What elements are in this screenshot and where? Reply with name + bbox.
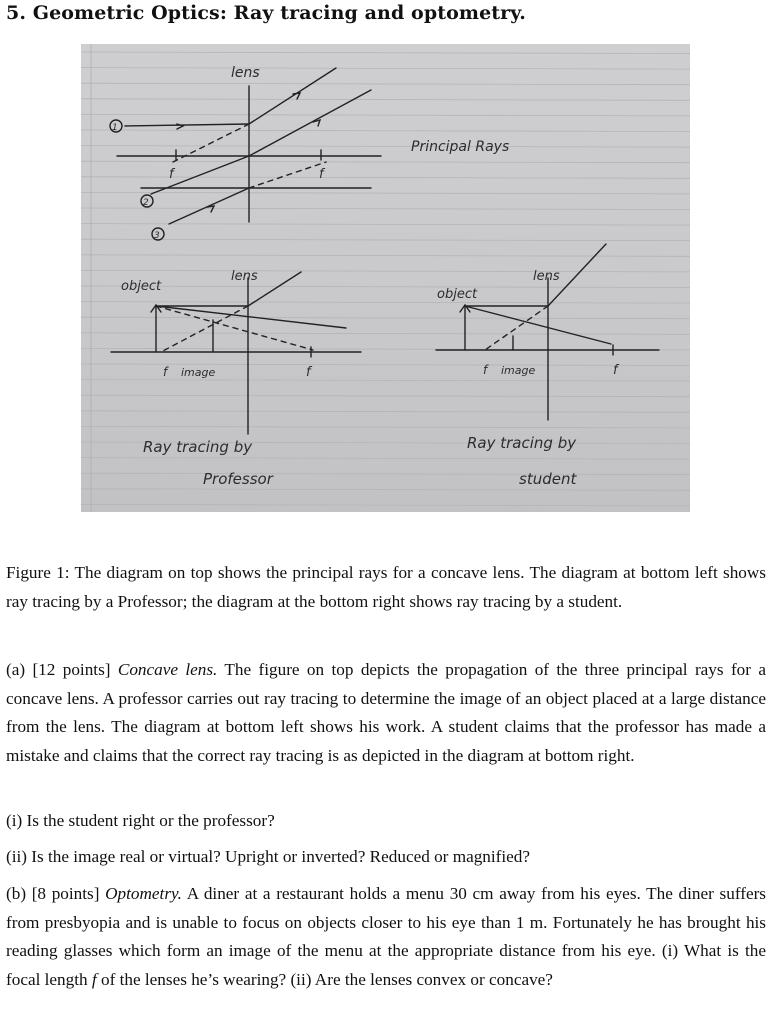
question-i: (i) Is the student right or the professor? [6,811,275,830]
ray-1-incoming [125,124,249,126]
ruled-line [81,114,690,116]
principal-rays-label: Principal Rays [411,139,510,155]
prof-object-label: object [121,279,162,294]
ruled-line [81,130,690,132]
part-b-text-2: of the lenses he’s wearing? (ii) Are the lenses convex or concave? [96,969,553,989]
ruled-line [81,395,690,397]
top-lens-label: lens [231,65,260,81]
ruled-line [81,192,690,194]
prof-virtual-ray [161,306,248,352]
ruled-line [81,83,690,85]
ray-1-number: 1 [112,123,118,133]
student-ray-center [465,306,611,344]
ruled-line [81,458,690,460]
ray-3-number: 3 [154,231,160,241]
student-focal-left: f [483,363,488,377]
ruled-line [81,255,690,256]
ray-2-number: 2 [143,198,149,208]
student-object-label: object [437,287,478,302]
ray-3-incoming [169,188,249,224]
ruled-line [81,286,690,288]
ruled-line [81,146,690,148]
ray-diagram-photo [81,44,690,512]
student-title-line2: student [519,470,577,488]
ruled-line [81,99,690,101]
student-focal-right: f [613,363,618,378]
ruled-line [81,364,690,366]
prof-focal-left: f [163,365,168,379]
ruled-line [81,208,690,210]
ray-diagram [81,44,690,512]
student-image-label: image [501,364,536,377]
ruled-line [81,239,690,241]
ruled-line [81,270,690,272]
question-ii: (ii) Is the image real or virtual? Upright or inverted? Reduced or magnified? [6,847,531,866]
prof-title-line1: Ray tracing by [143,438,253,456]
ruled-line [81,52,690,54]
ruled-line [81,411,690,413]
part-a-prefix: (a) [12 points] [6,660,118,679]
prof-image-label: image [181,366,216,379]
problem-heading: 5. Geometric Optics: Ray tracing and optometry. [6,2,526,24]
ruled-line [81,333,690,335]
arrow-icon [207,206,214,212]
student-lens-label: lens [533,269,560,284]
ruled-line [81,380,690,382]
ruled-line [81,504,690,506]
ruled-line [81,224,690,226]
part-a-text: The figure on top depicts the propagation of the three principal rays for a concave lens. A professor carries out ray tracing to determine the image of an object placed at a large distance from the lens. The diagram at bottom left shows his work. A student claims that the professor has made a mistake and claims that the correct ray tracing is as depicted in the diagram at bottom right. [6,660,767,765]
part-a-paragraph [6,656,766,770]
prof-title-line2: Professor [203,470,273,488]
prof-ray-center [156,306,346,328]
ruled-line [81,302,690,304]
ruled-line [81,426,690,428]
part-b-text-1: A diner at a restaurant holds a menu 30 cm away from his eyes. The diner suffers from presbyopia and is unable to focus on objects closer to his eye than 1 m. Fortunately he has brought his reading glasses which form an image of the menu at the appropriate distance from his eye. (i) What is the focal length [6,884,766,989]
prof-lens-label: lens [231,269,258,284]
part-a-topic: Concave lens. [117,660,218,679]
part-b-prefix: (b) [8 points] [6,884,106,903]
student-title-line1: Ray tracing by [467,434,577,452]
prof-focal-right: f [306,365,311,380]
part-b-topic: Optometry. [105,884,182,903]
ruled-line [81,317,690,319]
focal-label-left: f [169,167,174,182]
ruled-line [81,473,690,475]
focal-label-right: f [319,167,324,182]
figure-caption: Figure 1: The diagram on top shows the principal rays for a concave lens. The diagram at bottom left shows ray tracing by a Professor; the diagram at the bottom right shows ray tracing by a student. [6,563,766,611]
part-b-paragraph [6,880,766,994]
focal-length-symbol: f [91,969,97,989]
ruled-line [81,489,690,491]
ray-3-virtual [249,162,326,188]
ruled-line [81,68,690,70]
arrow-icon [293,93,300,99]
student-virtual-ray [485,306,548,350]
